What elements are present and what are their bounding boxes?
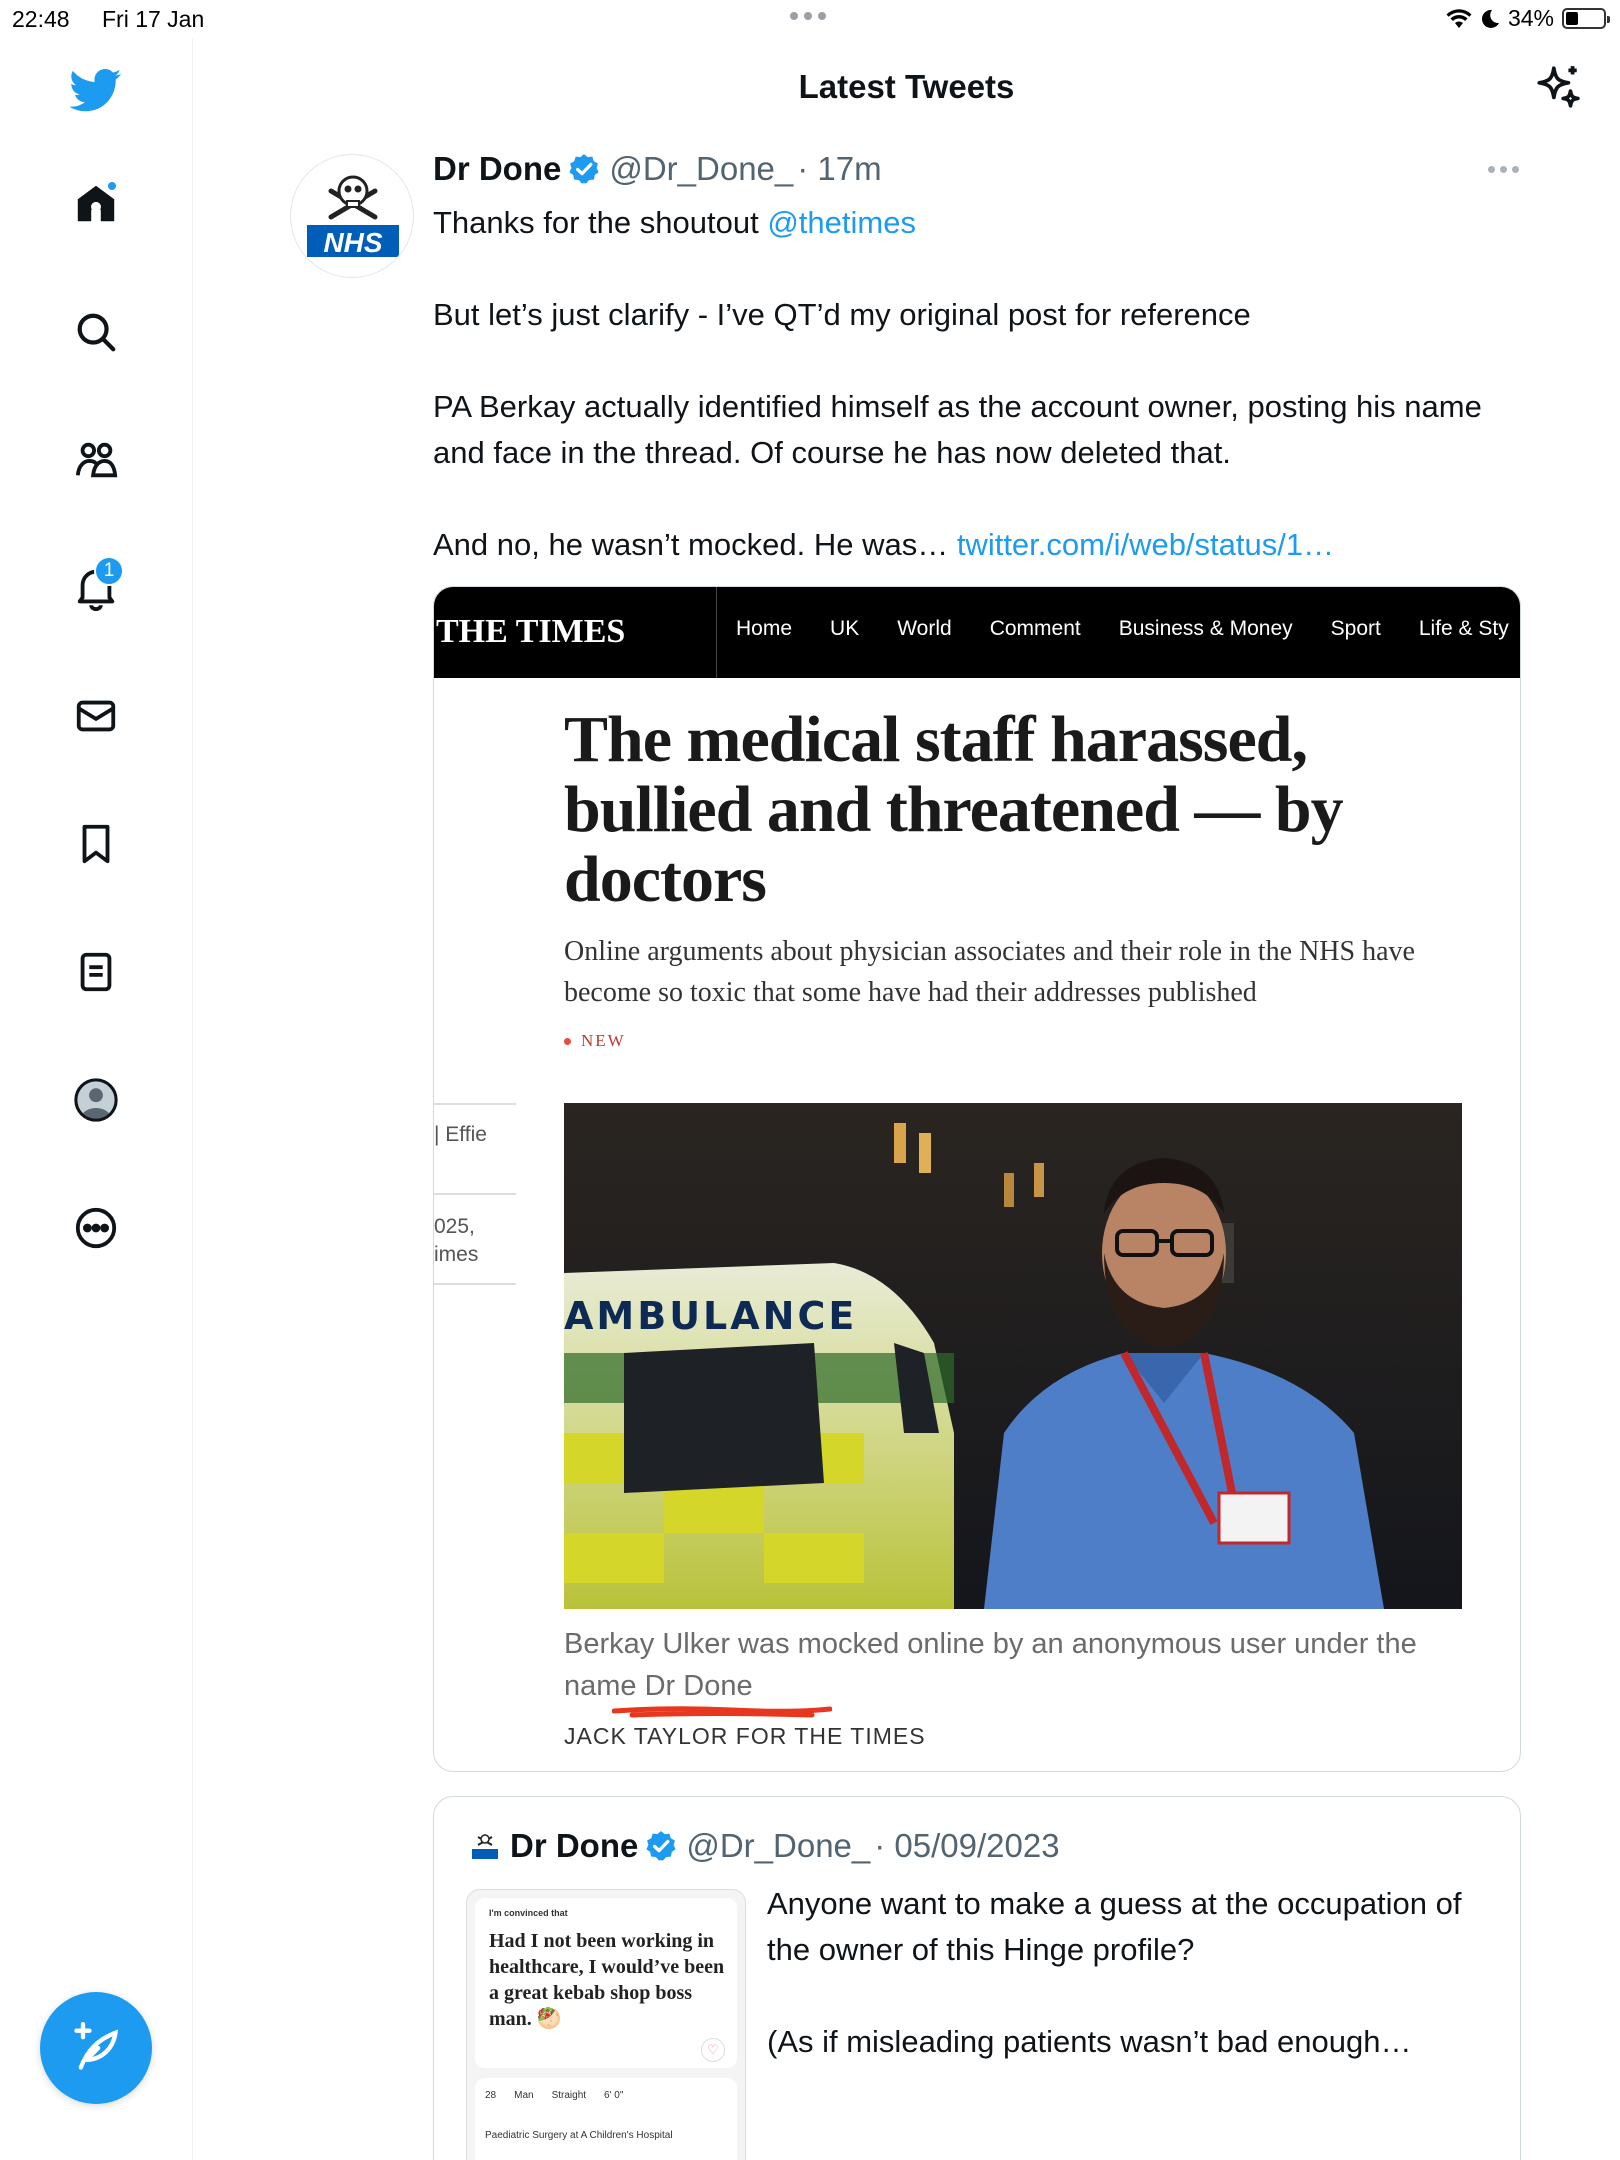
- times-nav-item: World: [897, 617, 952, 640]
- quoted-author-avatar-icon[interactable]: [470, 1831, 500, 1861]
- side-fragment-text: 025,: [434, 1215, 475, 1238]
- article-photo: [564, 1103, 1462, 1609]
- times-nav-links: [736, 617, 1509, 641]
- hinge-age: 28: [485, 2090, 497, 2101]
- quoted-paragraph-1: Anyone want to make a guess at the occupation of the owner of this Hinge profile?: [767, 1886, 1462, 1967]
- twitter-logo-icon[interactable]: [62, 56, 130, 124]
- tweet-timestamp[interactable]: · 17m: [797, 150, 882, 187]
- status-bar: [0, 0, 1620, 38]
- times-nav-item: Sport: [1330, 617, 1381, 640]
- mention-link[interactable]: @thetimes: [767, 205, 916, 240]
- quoted-media-hinge-profile[interactable]: [466, 1889, 746, 2160]
- multitasking-dots[interactable]: [790, 12, 826, 20]
- side-fragment: [434, 1103, 516, 1147]
- compose-feather-icon: [70, 2022, 122, 2074]
- hinge-job: Paediatric Surgery at A Children's Hospital: [485, 2130, 673, 2141]
- tweet-author-avatar[interactable]: [290, 154, 414, 278]
- tweet-paragraph-2: But let’s just clarify - I’ve QT’d my original post for reference: [433, 297, 1251, 332]
- moon-icon: [1480, 8, 1500, 30]
- tweet-header: [433, 150, 882, 188]
- hinge-prompt: I'm convinced that: [489, 1908, 568, 1918]
- skull-crossbones-nhs-icon: [291, 155, 414, 278]
- tweet-author-handle[interactable]: @Dr_Done_: [609, 150, 794, 187]
- quoted-tweet[interactable]: [433, 1796, 1521, 2160]
- quoted-paragraph-2: (As if misleading patients wasn’t bad enough…: [767, 2024, 1412, 2059]
- verified-badge-icon: [567, 152, 601, 186]
- hinge-orientation: Straight: [551, 2090, 587, 2101]
- quoted-author-name[interactable]: Dr Done: [510, 1827, 639, 1864]
- red-underline-annotation: [612, 1703, 832, 1721]
- messages-envelope-icon[interactable]: [62, 682, 130, 750]
- side-fragment-text: | Effie: [434, 1123, 487, 1146]
- side-fragment: [434, 1193, 516, 1285]
- photo-caption: Berkay Ulker was mocked online by an anonymous user under the name Dr Done: [564, 1628, 1417, 1702]
- tweet-paragraph-3: PA Berkay actually identified himself as the account owner, posting his name and face in the thread. Of course he has now deleted that.: [433, 389, 1482, 470]
- times-nav-item: Business & Money: [1118, 617, 1293, 640]
- times-nav-item: Comment: [989, 617, 1081, 640]
- tweet-text-span: And no, he wasn’t mocked. He was…: [433, 527, 957, 562]
- bookmark-icon[interactable]: [62, 810, 130, 878]
- article-headline: The medical staff harassed, bullied and threatened — by doctors: [564, 703, 1343, 916]
- ambulance-sign: AMBULANCE: [564, 1294, 858, 1338]
- photo-credit: JACK TAYLOR FOR THE TIMES: [564, 1723, 926, 1749]
- battery-percent: 34%: [1507, 5, 1554, 31]
- hinge-gender: Man: [514, 2090, 534, 2101]
- wifi-icon: [1446, 8, 1472, 30]
- photo-illustration: [564, 1103, 1462, 1609]
- compose-tweet-button[interactable]: [40, 1992, 152, 2104]
- times-nav-bar: [434, 587, 1521, 678]
- more-options-icon[interactable]: [62, 1194, 130, 1262]
- hinge-answer: Had I not been working in healthcare, I would’ve been a great kebab shop boss man. 🥙: [489, 1930, 725, 2030]
- sidebar: [0, 38, 193, 2160]
- tweet-paragraph-1: [433, 200, 1533, 246]
- times-nav-item: Home: [736, 617, 793, 640]
- hinge-details: [475, 2078, 737, 2160]
- quoted-tweet-header: [470, 1827, 1060, 1865]
- times-logo: THE TIMES: [436, 613, 626, 650]
- tweet-author-name[interactable]: Dr Done: [433, 150, 562, 187]
- tweet-body: [433, 200, 1533, 568]
- battery-icon: [1562, 8, 1606, 29]
- hinge-facts: [485, 2090, 623, 2101]
- side-fragment-text: imes: [434, 1243, 479, 1266]
- profile-avatar-icon[interactable]: [62, 1066, 130, 1134]
- status-time: 22:48: [12, 6, 70, 32]
- lists-icon[interactable]: [62, 938, 130, 1006]
- status-url-link[interactable]: twitter.com/i/web/status/1…: [956, 527, 1335, 562]
- times-nav-item: UK: [830, 617, 860, 640]
- tweet-paragraph-4: [433, 522, 1533, 568]
- article-standfirst: Online arguments about physician associates and their role in the NHS have become so toxic that some have had their addresses published: [564, 936, 1415, 1008]
- tweet-more-icon[interactable]: [1488, 166, 1519, 173]
- notifications-count-badge: 1: [94, 556, 124, 586]
- status-date: Fri 17 Jan: [102, 6, 205, 32]
- search-icon[interactable]: [62, 298, 130, 366]
- new-tag-label: NEW: [581, 1031, 626, 1050]
- status-right: [1446, 5, 1606, 32]
- home-icon[interactable]: [62, 170, 130, 238]
- communities-icon[interactable]: [62, 426, 130, 494]
- new-tag: [564, 1031, 626, 1051]
- svg-text:NHS: NHS: [323, 227, 383, 258]
- hinge-height: 6' 0": [604, 2090, 624, 2101]
- tweet-text-span: Thanks for the shoutout: [433, 205, 768, 240]
- quoted-author-handle: @Dr_Done_: [686, 1827, 871, 1864]
- hinge-prompt-card: [475, 1898, 737, 2068]
- quoted-tweet-body: [767, 1881, 1497, 2111]
- home-new-dot: [106, 180, 118, 192]
- notifications-bell-icon[interactable]: [62, 554, 130, 622]
- page-title: Latest Tweets: [798, 68, 1015, 105]
- tweet-media-image[interactable]: [433, 586, 1521, 1772]
- verified-badge-icon: [644, 1829, 678, 1863]
- heart-icon: ♡: [701, 2038, 725, 2062]
- times-nav-item: Life & Sty: [1418, 617, 1509, 640]
- quoted-tweet-date: · 05/09/2023: [874, 1827, 1060, 1864]
- sparkle-timeline-icon[interactable]: [1533, 62, 1583, 112]
